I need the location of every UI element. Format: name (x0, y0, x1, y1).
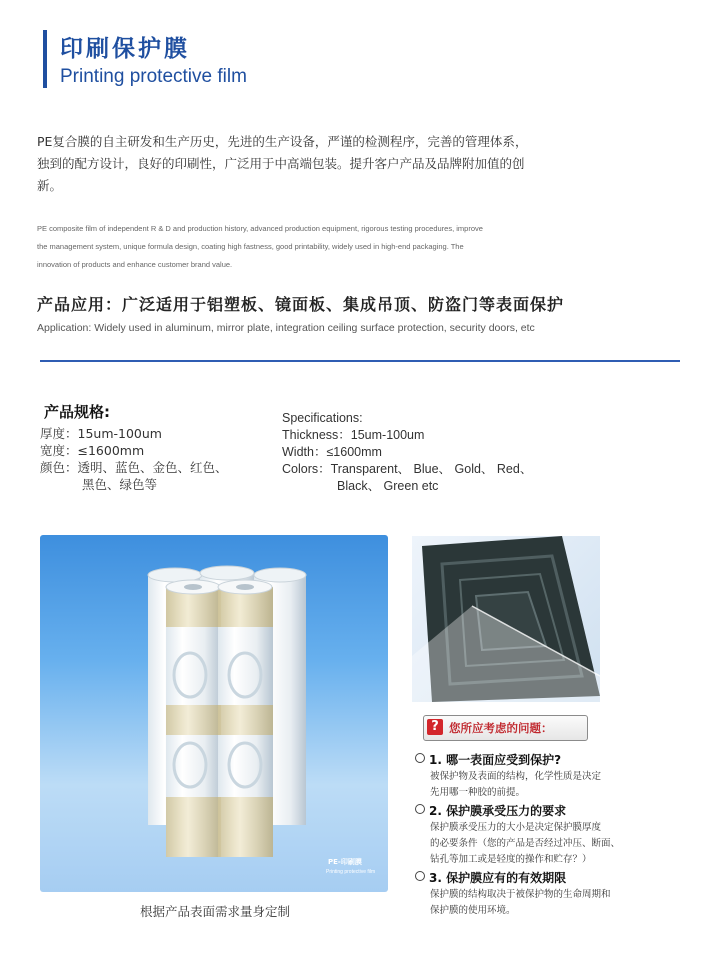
faq-item (415, 752, 675, 801)
spec-thickness-en: Thickness：15um-100um (282, 428, 425, 442)
intro-en-line: the management system, unique formula design, coating high fastness, good printability, widely used in high-end packaging. The (37, 242, 464, 251)
specs-cn-heading: 产品规格: (44, 403, 110, 421)
spec-colors-en-cont: Black、 Green etc (337, 479, 439, 493)
spec-thickness-cn: 厚度：15um-100um (40, 426, 162, 441)
faq-question: 3. 保护膜应有的有效期限 (429, 871, 567, 885)
intro-cn-line: 独到的配方设计，良好的印刷性，广泛用于中高端包装。提升客户产品及品牌附加值的创 (37, 156, 525, 171)
application-cn: 产品应用：广泛适用于铝塑板、镜面板、集成吊顶、防盗门等表面保护 (37, 295, 565, 314)
spec-colors-cn-cont: 黑色、绿色等 (82, 477, 158, 492)
question-mark-icon: ? (427, 719, 443, 735)
intro-en-line: PE composite film of independent R & D and production history, advanced production equipment, rigorous testing procedures, improve (37, 224, 483, 233)
bullet-circle-icon (415, 804, 425, 814)
product-photo-panel (412, 536, 600, 702)
page-title-en: Printing protective film (60, 66, 247, 87)
spec-width-en: Width：≤1600mm (282, 445, 382, 459)
specs-cn (40, 404, 280, 493)
faq-item (415, 803, 675, 868)
intro-cn-line: 新。 (37, 178, 63, 193)
faq-answer-line: 先用哪一种胶的前提。 (430, 787, 526, 798)
intro-cn-line: PE复合膜的自主研发和生产历史，先进的生产设备，严谨的检测程序，完善的管理体系， (37, 134, 528, 149)
faq-answer-line: 钻孔等加工或是轻度的操作和贮存？） (430, 854, 592, 865)
spec-width-cn: 宽度：≤1600mm (40, 443, 145, 458)
photo-label-en: Printing protective film (326, 869, 376, 875)
question-box-label: 您所应考虑的问题： (449, 721, 553, 735)
faq-answer-line: 保护膜的使用环境。 (430, 905, 516, 916)
bullet-circle-icon (415, 753, 425, 763)
product-photo-rolls (40, 535, 388, 892)
section-divider (40, 360, 680, 362)
faq-answer-line: 保护膜承受压力的大小是决定保护膜厚度 (430, 822, 602, 833)
photo-label-cn: PE-印刷膜 (328, 858, 362, 866)
faq-answer-line: 被保护物及表面的结构，化学性质是决定 (430, 771, 602, 782)
intro-en (37, 220, 557, 274)
question-box (423, 715, 588, 741)
spec-colors-en: Colors：Transparent、 Blue、 Gold、 Red、 (282, 462, 533, 476)
film-rolls-illustration (40, 535, 388, 892)
page-title-cn: 印刷保护膜 (60, 36, 190, 62)
title-accent-bar (43, 30, 47, 88)
faq-question: 1. 哪一表面应受到保护? (429, 753, 562, 767)
intro-cn (37, 131, 537, 197)
faq-answer-line: 保护膜的结构取决于被保护物的生命周期和 (430, 889, 611, 900)
application-en: Application: Widely used in aluminum, mirror plate, integration ceiling surface protection, security doors, etc (37, 322, 535, 334)
bullet-circle-icon (415, 871, 425, 881)
faq-item (415, 870, 675, 919)
spec-colors-cn: 颜色：透明、蓝色、金色、红色、 (40, 460, 228, 475)
specs-en (282, 410, 582, 495)
embossed-panel-illustration (412, 536, 600, 702)
faq-answer-line: 的必要条件（您的产品是否经过冲压、断面、 (430, 838, 621, 849)
photo-caption: 根据产品表面需求量身定制 (140, 904, 291, 919)
specs-en-heading: Specifications: (282, 411, 363, 425)
faq-question: 2. 保护膜承受压力的要求 (429, 804, 567, 818)
intro-en-line: innovation of products and enhance customer brand value. (37, 260, 233, 269)
